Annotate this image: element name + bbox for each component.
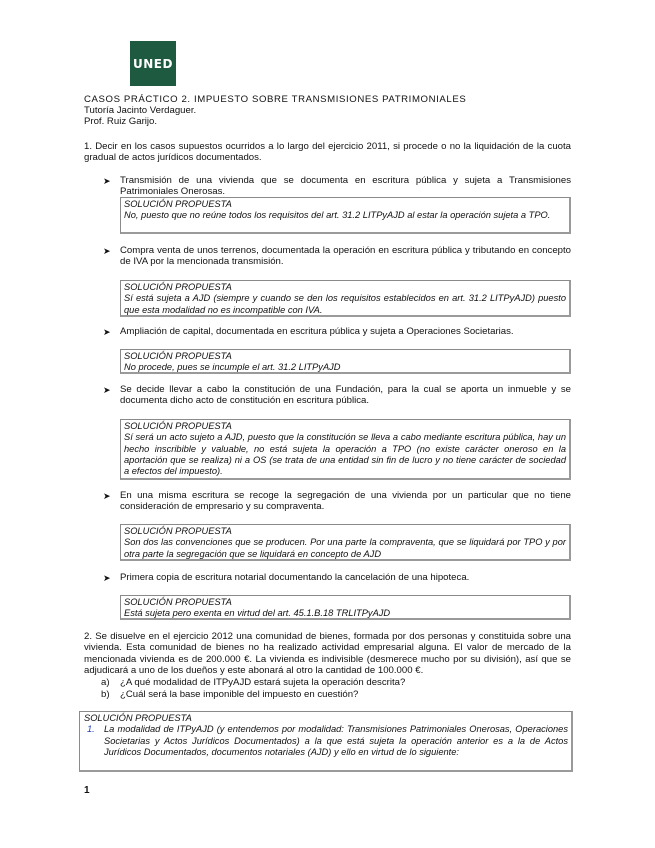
question-1-text: 1. Decir en los casos supuestos ocurridos a lo largo del ejercicio 2011, si procede o no la liquidación de la cuota gradual de actos jurídicos documentados.	[84, 141, 571, 164]
case-3-solution-text: No procede, pues se incumple el art. 31.2 LITPyAJD	[124, 362, 341, 373]
document-title: CASOS PRÁCTICO 2. IMPUESTO SOBRE TRANSMISIONES PATRIMONIALES	[84, 94, 467, 105]
case-1-solution-text: No, puesto que no reúne todos los requisitos del art. 31.2 LITPyAJD al estar la operación sujeta a TPO.	[124, 210, 551, 221]
sub-question-a-text: ¿A qué modalidad de ITPyAJD estará sujeta la operación descrita?	[120, 677, 406, 688]
solution-label: SOLUCIÓN PROPUESTA	[124, 597, 232, 607]
professor-line: Prof. Ruiz Garijo.	[84, 116, 158, 127]
page-number: 1	[84, 785, 90, 796]
case-6-solution-text: Está sujeta pero exenta en virtud del art. 45.1.B.18 TRLITPyAJD	[124, 608, 391, 619]
arrow-bullet-icon: ➤	[103, 491, 111, 501]
case-6-solution-box	[120, 595, 571, 620]
case-2-solution-box	[120, 280, 571, 317]
case-4-text: Se decide llevar a cabo la constitución de una Fundación, para la cual se aporta un inmueble y se documenta dicho acto de constitución en escritura pública.	[120, 384, 571, 407]
sub-question-b-label: b)	[101, 689, 110, 700]
case-4-solution-box	[120, 419, 571, 480]
case-5-solution-text: Son dos las convenciones que se producen. Por una parte la compraventa, que se liquidará por TPO y por otra parte la segregación que se liquidará en concepto de AJD	[124, 537, 566, 559]
case-6-text: Primera copia de escritura notarial documentando la cancelación de una hipoteca.	[120, 572, 470, 583]
arrow-bullet-icon: ➤	[103, 176, 111, 186]
sub-question-a-label: a)	[101, 677, 110, 688]
logo-text: UNED	[133, 56, 173, 71]
case-2-text: Compra venta de unos terrenos, documentada la operación en escritura pública y tributando en concepto de IVA por la mencionada transmisión.	[120, 245, 571, 268]
solution-item-text: La modalidad de ITPyAJD (y entendemos por modalidad: Transmisiones Patrimoniales Onerosas, Operaciones Societarias y Actos Jurídicos Documentados) a la que está sujeta la operación anterior es a la de Actos Jurídicos Documentados, documentos notariales (AJD) y ello en virtud de lo siguiente:	[104, 724, 568, 757]
solution-label: SOLUCIÓN PROPUESTA	[124, 526, 232, 536]
solution-label: SOLUCIÓN PROPUESTA	[124, 282, 232, 292]
arrow-bullet-icon: ➤	[103, 573, 111, 583]
case-5-solution-box	[120, 524, 571, 561]
question-2-solution-box	[79, 711, 573, 772]
tutoria-line: Tutoría Jacinto Verdaguer.	[84, 105, 197, 116]
arrow-bullet-icon: ➤	[103, 385, 111, 395]
uned-logo	[130, 41, 176, 86]
solution-label: SOLUCIÓN PROPUESTA	[84, 713, 192, 723]
sub-question-b-text: ¿Cuál será la base imponible del impuesto en cuestión?	[120, 689, 359, 700]
solution-label: SOLUCIÓN PROPUESTA	[124, 421, 232, 431]
arrow-bullet-icon: ➤	[103, 327, 111, 337]
case-1-solution-box	[120, 197, 571, 234]
solution-label: SOLUCIÓN PROPUESTA	[124, 351, 232, 361]
solution-item-number: 1.	[87, 724, 95, 735]
case-1-text: Transmisión de una vivienda que se documenta en escritura pública y sujeta a Transmisiones Patrimoniales Onerosas.	[120, 175, 571, 198]
case-3-solution-box	[120, 349, 571, 374]
case-2-solution-text: Sí está sujeta a AJD (siempre y cuando se den los requisitos establecidos en art. 31.2 LITPyAJD) puesto que esta modalidad no es incompatible con IVA.	[124, 293, 566, 315]
arrow-bullet-icon: ➤	[103, 246, 111, 256]
case-4-solution-text: Sí será un acto sujeto a AJD, puesto que la constitución se lleva a cabo mediante escritura pública, hay un hecho inscribible y valuable, no está sujeta la operación a TPO (no existe carácter oneroso en la aportación que se realiza) ni a OS (se trata de una entidad sin fin de lucro y no tiene carácter de sociedad a efectos del impuesto).	[124, 432, 566, 477]
case-5-text: En una misma escritura se recoge la segregación de una vivienda por un particular que no tiene consideración de empresario y su compraventa.	[120, 490, 571, 513]
solution-label: SOLUCIÓN PROPUESTA	[124, 199, 232, 209]
case-3-text: Ampliación de capital, documentada en escritura pública y sujeta a Operaciones Societarias.	[120, 326, 514, 337]
question-2-text: 2. Se disuelve en el ejercicio 2012 una comunidad de bienes, formada por dos personas y constituida sobre una vivienda. Esta comunidad de bienes no ha realizado actividad empresarial alguna. El valor de mercado de la mencionada vivienda es de 200.000 €. La vivienda es indivisible (desmerece mucho por su división), así que se adjudicará a uno de los dueños y este abonará al otro la cantidad de 100.000 €.	[84, 631, 571, 676]
